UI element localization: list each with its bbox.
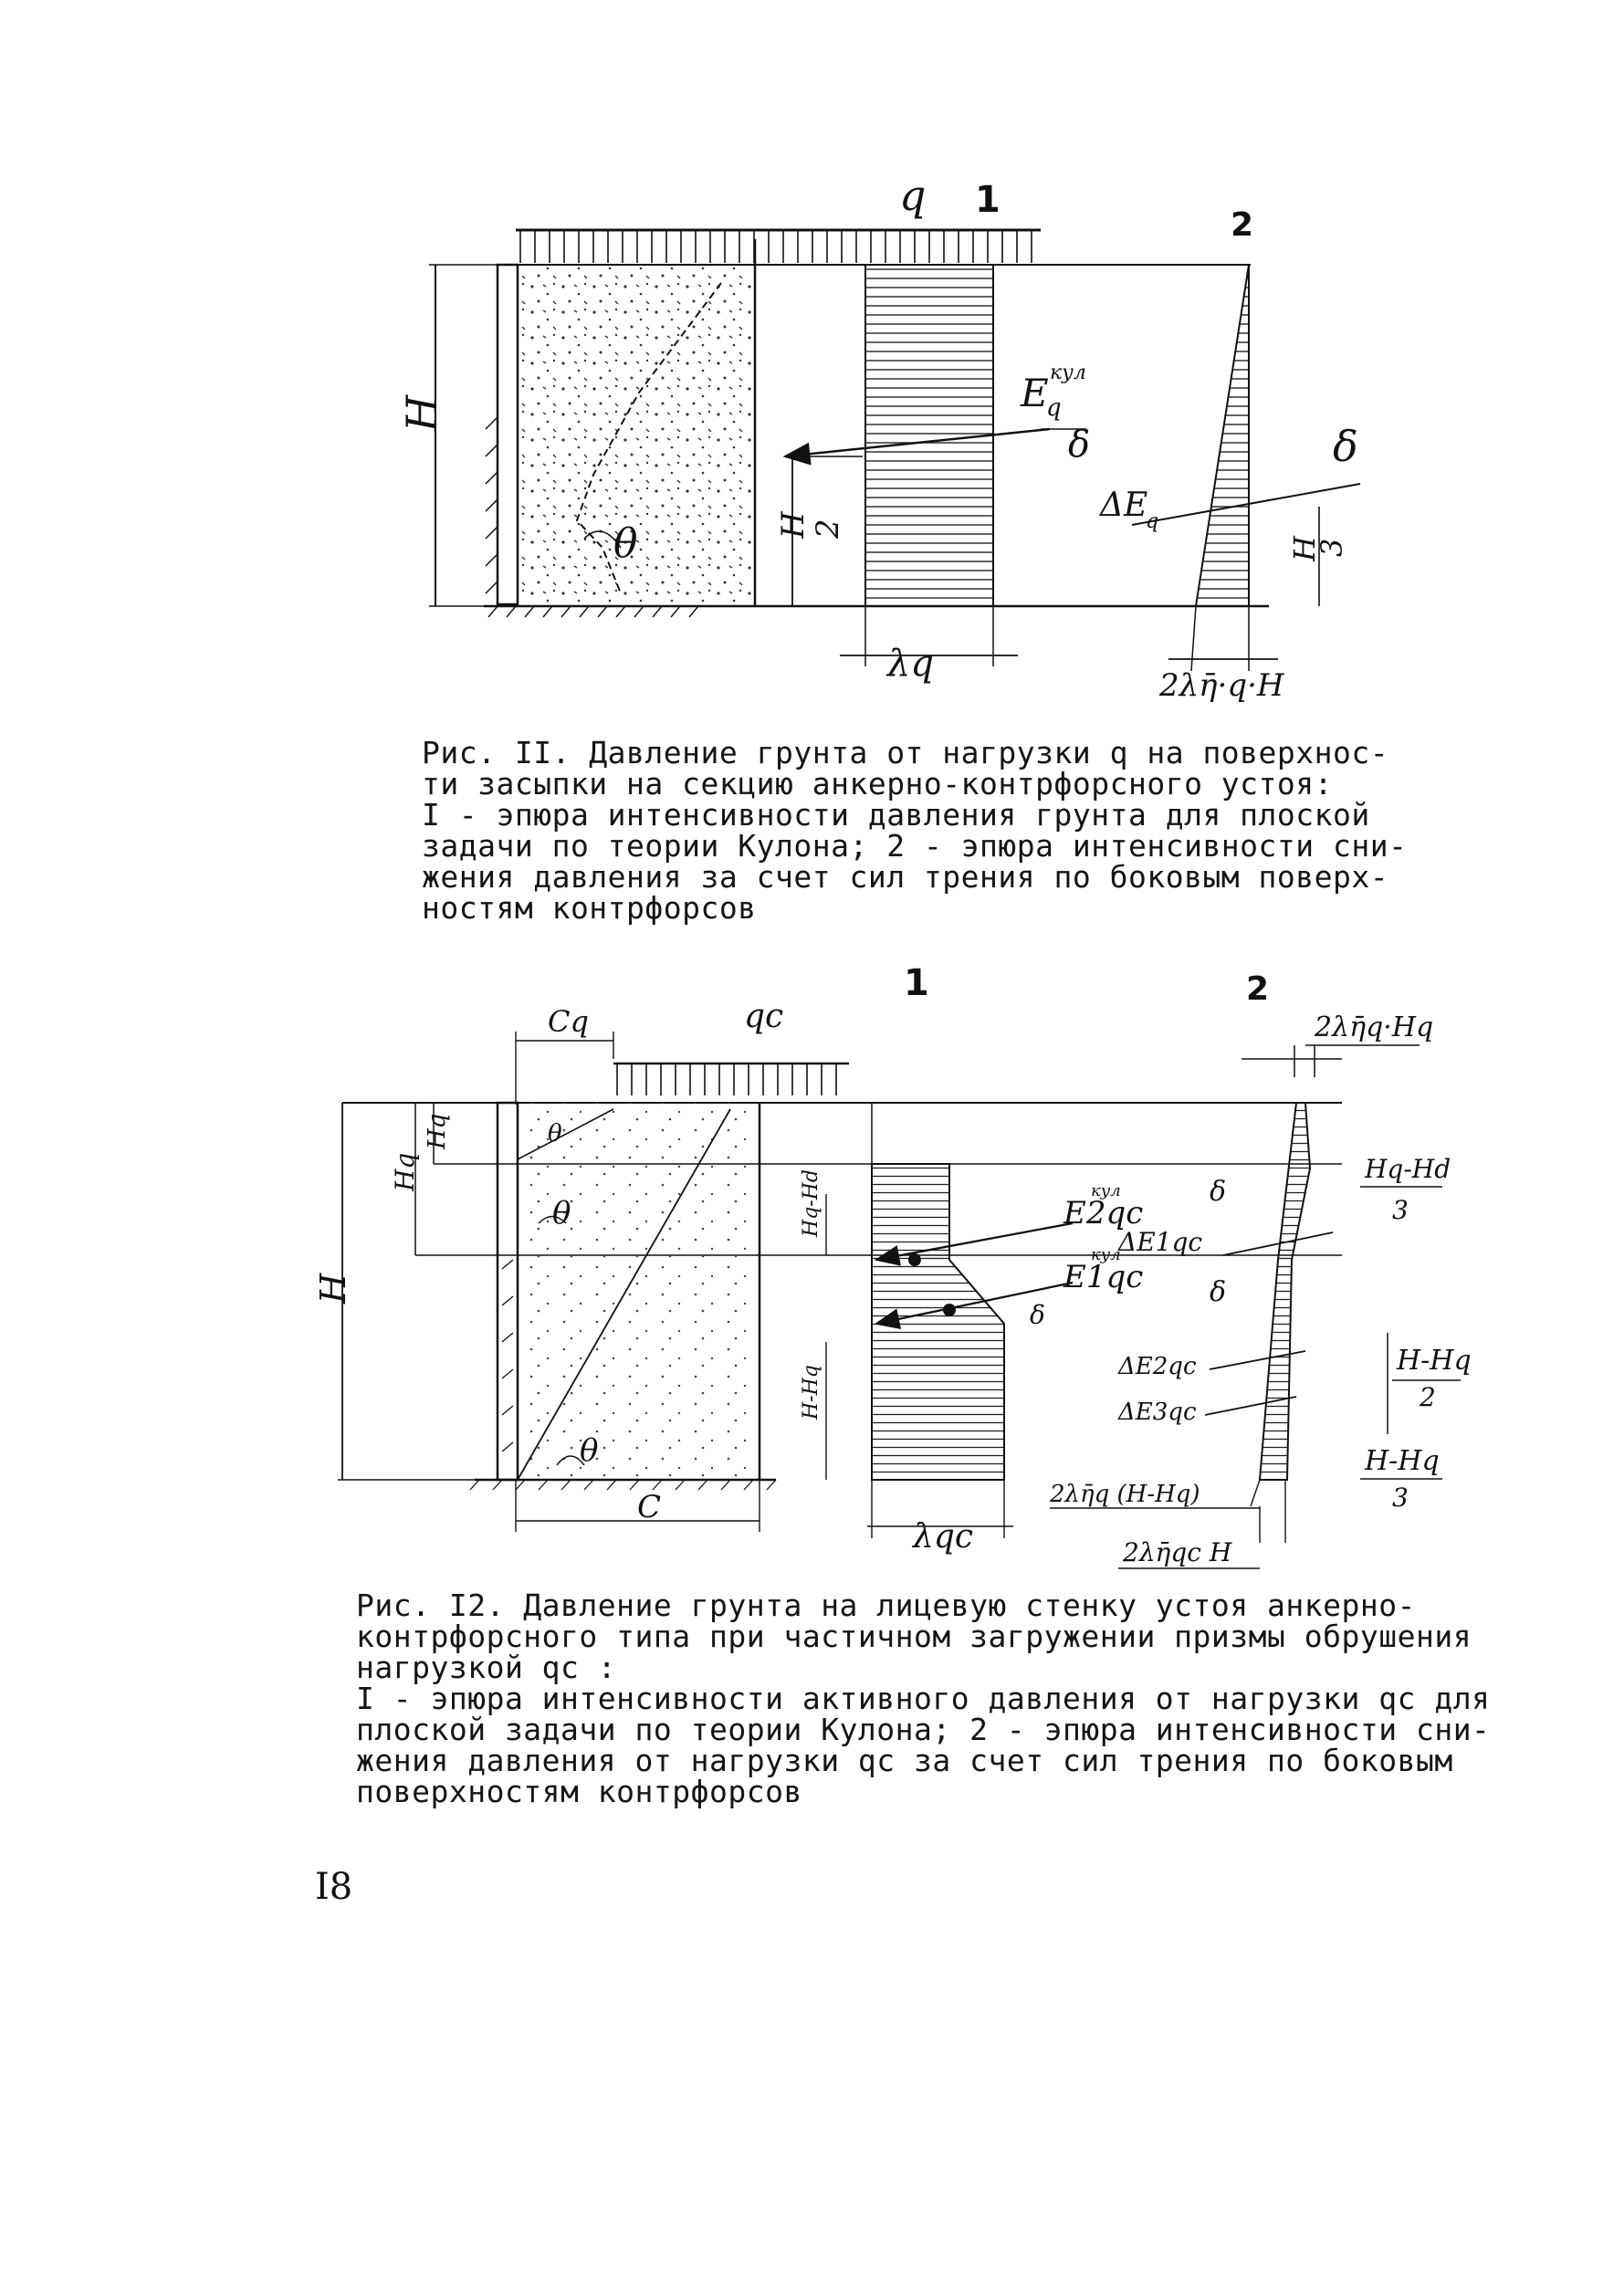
force-E: E [1021, 371, 1049, 415]
r1-num: Hq-Hd [1365, 1154, 1451, 1184]
third-den: 3 [1315, 538, 1349, 557]
lambda-q-label: λq [887, 643, 934, 685]
bottom-formula: 2λη̄·q·H [1159, 667, 1284, 704]
qc-label: qc [744, 998, 784, 1035]
curve-2-label: 2 [1231, 206, 1254, 244]
de1: ΔE1qc [1118, 1227, 1203, 1257]
hq-label: Hq [390, 1152, 420, 1191]
caption-line: задачи по теории Кулона; 2 - эпюра интенсивности сни- [422, 828, 1408, 864]
r3-den: 3 [1392, 1483, 1409, 1513]
de2: ΔE2qc [1118, 1353, 1197, 1380]
left-num: H-Hq [800, 1365, 822, 1420]
caption-line: поверхностям контрфорсов [356, 1774, 802, 1809]
cq-label: Cq [548, 1004, 589, 1039]
qc-load-strip [613, 1064, 849, 1095]
f12-epure-2 [1260, 1103, 1310, 1480]
caption-line: ностям контрфорсов [422, 890, 757, 926]
r3-num: H-Hq [1365, 1445, 1440, 1477]
f12-top-formula: 2λη̄q·Hq [1315, 1011, 1434, 1043]
e2-sup: кул [1091, 1181, 1121, 1200]
f12-epure-1 [872, 1164, 1004, 1480]
r2-num: H-Hq [1397, 1345, 1472, 1377]
theta-1: θ [548, 1120, 562, 1147]
lambda-qc: λqc [913, 1518, 974, 1556]
delta-2: δ [1333, 422, 1358, 471]
hqdiv3: Hq-Hd [800, 1169, 822, 1237]
c-label: C [637, 1489, 662, 1525]
caption-line: жения давления от нагрузки qc за счет сил трения по боковым [356, 1743, 1453, 1778]
half-height-num: H [775, 511, 812, 539]
f12-backfill [518, 1103, 760, 1480]
caption-line: нагрузкой qc : [356, 1650, 617, 1685]
theta-3: θ [580, 1432, 599, 1469]
formula-bottom: 2λη̄qc H [1123, 1537, 1232, 1567]
formula-mid: 2λη̄q (H-Hq) [1050, 1481, 1200, 1508]
caption-line: I - эпюра интенсивности активного давления от нагрузки qc для [356, 1681, 1491, 1716]
caption-line: контрфорсного типа при частичном загружении призмы обрушения [356, 1619, 1472, 1654]
page-number: I8 [315, 1866, 353, 1908]
delta-b: δ [1030, 1300, 1045, 1330]
e1-label: E1qc [1063, 1259, 1144, 1295]
delta-force: ΔE [1100, 487, 1148, 524]
e1-sup: кул [1091, 1245, 1121, 1264]
caption-line: плоской задачи по теории Кулона; 2 - эпюра интенсивности сни- [356, 1712, 1491, 1747]
caption-line: Рис. I2. Давление грунта на лицевую стенку устоя анкерно- [356, 1588, 1416, 1623]
caption-line: I - эпюра интенсивности давления грунта для плоской [422, 797, 1370, 833]
force-E-sup: кул [1050, 362, 1086, 384]
load-strip [516, 230, 1041, 263]
epure-1-coulomb [865, 265, 993, 606]
delta-a: δ [1210, 1176, 1227, 1208]
f12-curve-2: 2 [1246, 970, 1270, 1008]
e2-label: E2qc [1063, 1195, 1144, 1231]
r1-den: 3 [1392, 1195, 1409, 1225]
hq-small: Hq [424, 1113, 451, 1149]
figure-12 [0, 959, 1624, 1579]
curve-1-label: 1 [975, 179, 1001, 221]
epure-2-friction [1196, 265, 1249, 606]
load-label: q [899, 171, 927, 220]
delta-force-sub: q [1146, 510, 1159, 533]
f12-curve-1: 1 [904, 962, 929, 1004]
front-wall [498, 265, 518, 604]
height-label: H [397, 394, 446, 432]
f12-front-wall [498, 1103, 518, 1480]
third-num: H [1287, 536, 1322, 561]
theta-2: θ [552, 1195, 571, 1231]
theta-label: θ [613, 520, 638, 567]
caption-line: жения давления за счет сил трения по боковым поверх- [422, 859, 1389, 895]
f12-height: H [313, 1273, 353, 1304]
figure-12-caption [356, 1590, 1543, 1808]
figure-11-caption [422, 735, 1517, 926]
de3: ΔE3qc [1118, 1399, 1197, 1426]
figure-11 [0, 0, 1624, 730]
delta-1: δ [1068, 424, 1091, 466]
r2-den: 2 [1420, 1382, 1436, 1412]
force-E-sub: q [1046, 394, 1062, 422]
half-height-den: 2 [810, 519, 846, 539]
delta-c: δ [1210, 1276, 1227, 1308]
caption-line: Рис. II. Давление грунта от нагрузки q на поверхнос- [422, 735, 1389, 770]
caption-line: ти засыпки на секцию анкерно-контрфорсного устоя: [422, 766, 1334, 802]
